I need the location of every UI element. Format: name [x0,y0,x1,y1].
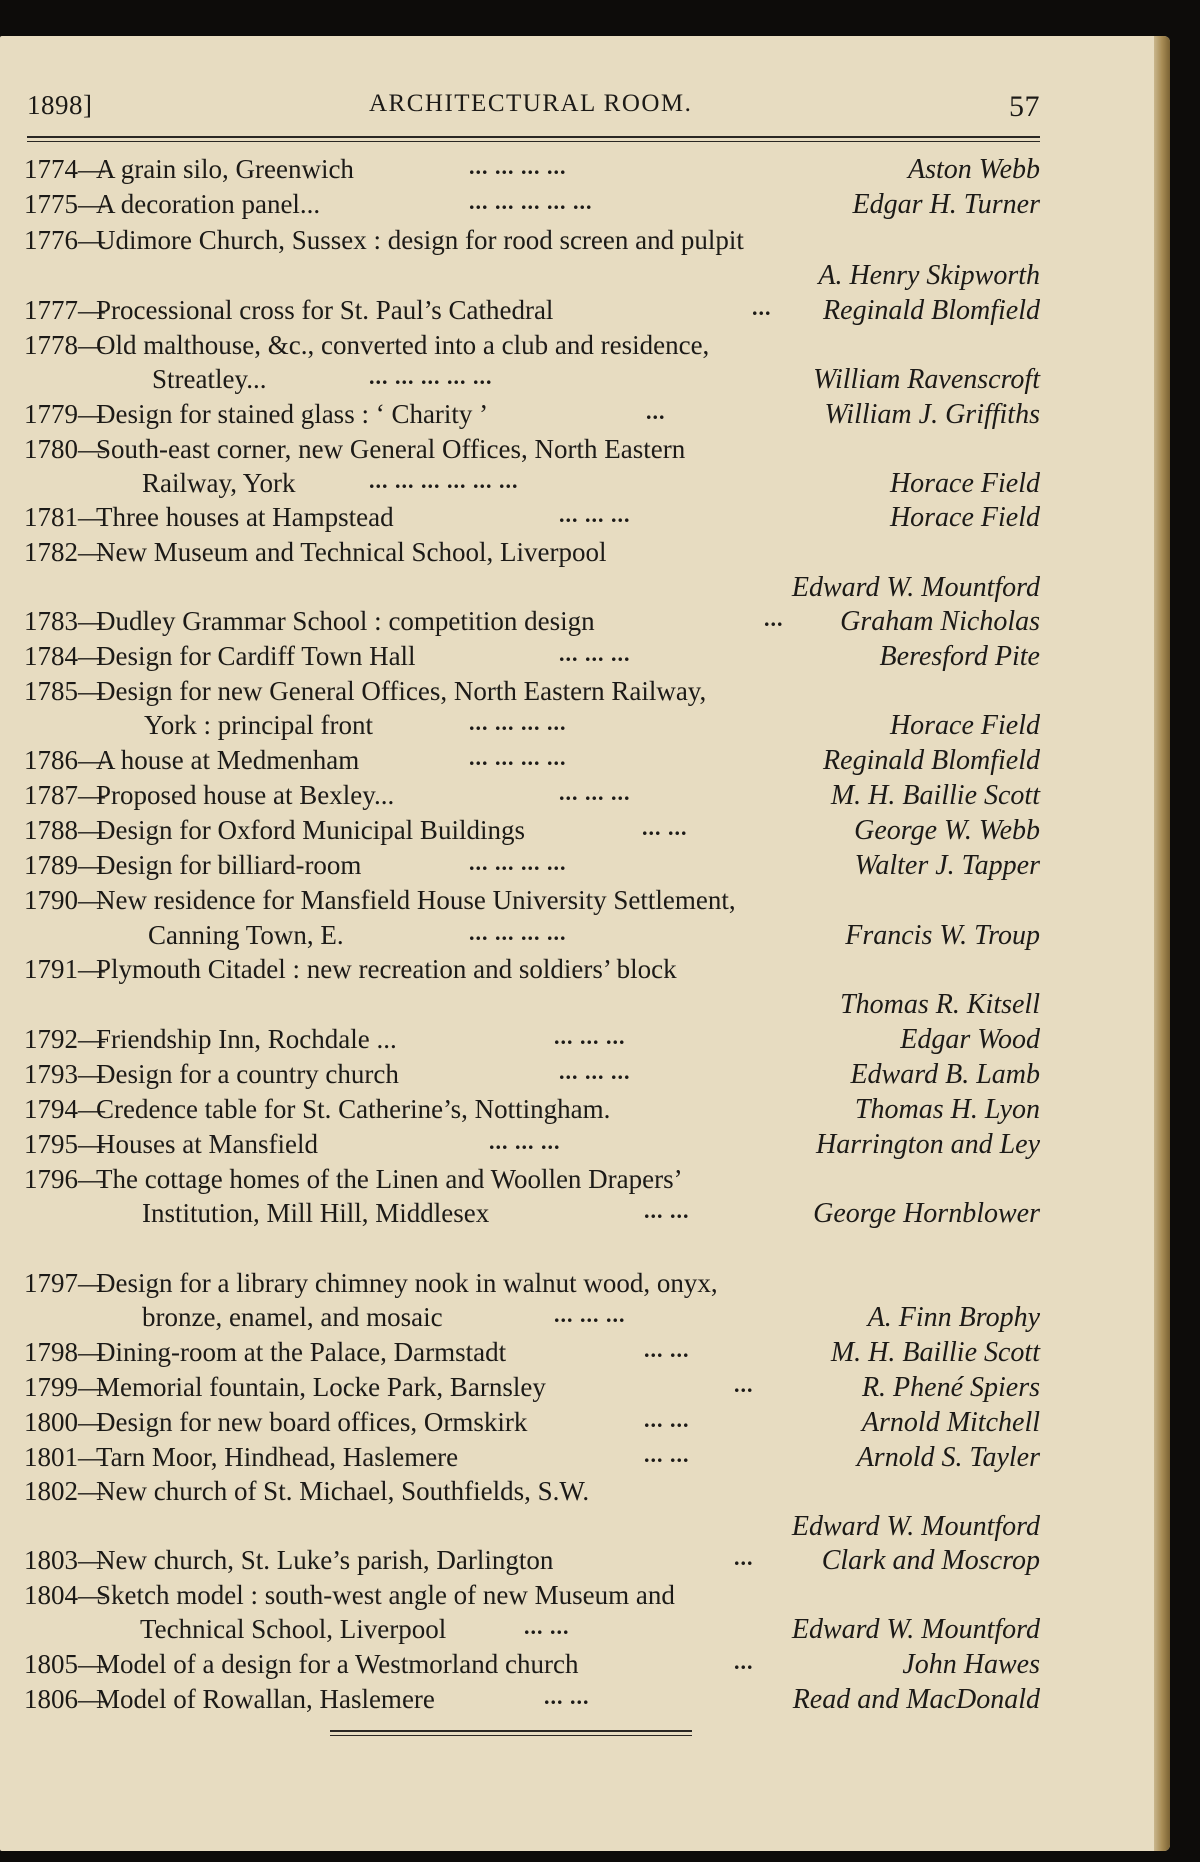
list-item [24,1024,1040,1056]
list-item [24,1164,1040,1196]
architect-name: Aston Webb [908,154,1040,185]
list-item [24,815,1040,847]
list-item [24,537,1040,569]
exhibit-title: Memorial fountain, Locke Park, Barnsley [96,1372,546,1402]
architect-name: Reginald Blomfield [823,295,1040,326]
leader-dots: ... [734,1545,754,1570]
header-year: 1898] [27,90,93,120]
exhibit-number: 1781— [24,502,105,532]
exhibit-title: Model of a design for a Westmorland church [96,1649,579,1679]
exhibit-title: Three houses at Hampstead [96,502,394,532]
book-page [0,36,1170,1851]
running-header [27,90,1040,130]
leader-dots: ... ... ... [559,780,631,805]
leader-dots: ... [734,1372,754,1397]
leader-dots: ... ... ... ... [469,154,567,179]
page-number: 57 [1009,90,1040,123]
architect-name: Thomas R. Kitsell [840,989,1040,1020]
architect-name: R. Phené Spiers [861,1372,1040,1403]
leader-dots: ... ... ... ... [469,850,567,875]
leader-dots: ... ... [642,815,688,840]
leader-dots: ... ... [644,1442,690,1467]
exhibit-title-continued: Streatley... [152,364,267,394]
list-item [24,1337,1040,1369]
architect-name: John Hawes [902,1649,1040,1680]
exhibit-number: 1783— [24,606,105,636]
exhibit-title: The cottage homes of the Linen and Woollen Drapers’ [96,1164,683,1194]
exhibit-title: A decoration panel... [96,189,321,219]
exhibit-number: 1802— [24,1476,105,1506]
architect-name: Horace Field [889,502,1040,533]
exhibit-number: 1788— [24,815,105,845]
list-item-continued [24,572,1040,604]
architect-name: Walter J. Tapper [854,850,1040,881]
architect-name: Read and MacDonald [792,1684,1040,1715]
list-item [24,1580,1040,1612]
list-item [24,1649,1040,1681]
exhibit-title: Friendship Inn, Rochdale ... [96,1024,397,1054]
footer-rule [330,1730,692,1732]
exhibit-number: 1791— [24,954,105,984]
exhibit-number: 1798— [24,1337,105,1367]
list-item-continued [24,1614,1040,1646]
leader-dots: ... ... [644,1198,690,1223]
exhibit-title: Tarn Moor, Hindhead, Haslemere [96,1442,459,1472]
leader-dots: ... ... ... ... ... [369,364,493,389]
architect-name: Reginald Blomfield [823,745,1040,776]
leader-dots: ... ... [644,1337,690,1362]
exhibit-number: 1805— [24,1649,105,1679]
exhibit-title: Credence table for St. Catherine’s, Nottingham. [96,1094,611,1124]
list-item-continued [24,1511,1040,1543]
exhibit-number: 1777— [24,295,105,325]
list-item [24,502,1040,534]
exhibit-title: Design for Oxford Municipal Buildings [96,815,525,845]
exhibit-number: 1780— [24,434,105,464]
exhibit-title: South-east corner, new General Offices, North Eastern [96,434,686,464]
exhibit-title: New church of St. Michael, Southfields, S.W. [96,1476,590,1506]
architect-name: Graham Nicholas [840,606,1040,637]
exhibit-number: 1806— [24,1684,105,1714]
exhibit-title: Design for billiard-room [96,850,362,880]
exhibit-title: New Museum and Technical School, Liverpool [96,537,607,567]
list-item [24,676,1040,708]
architect-name: William Ravenscroft [813,364,1040,395]
exhibit-title: New church, St. Luke’s parish, Darlington [96,1545,554,1575]
header-rule-thin [27,141,1040,142]
exhibit-number: 1804— [24,1580,105,1610]
architect-name: Francis W. Troup [845,920,1040,951]
exhibit-number: 1797— [24,1268,105,1298]
exhibit-number: 1794— [24,1094,105,1124]
architect-name: Arnold Mitchell [861,1407,1040,1438]
leader-dots: ... [734,1649,754,1674]
header-rule [27,136,1040,138]
architect-name: Beresford Pite [879,641,1040,672]
exhibit-number: 1786— [24,745,105,775]
list-item [24,606,1040,638]
list-item [24,1407,1040,1439]
architect-name: Horace Field [889,468,1040,499]
architect-name: Arnold S. Tayler [856,1442,1040,1473]
exhibit-title: A grain silo, Greenwich [96,154,354,184]
exhibit-title: A house at Medmenham [96,745,360,775]
leader-dots: ... ... [544,1684,590,1709]
leader-dots: ... ... [524,1614,570,1639]
list-item [24,780,1040,812]
leader-dots: ... ... ... [554,1024,626,1049]
leader-dots: ... ... ... ... [469,710,567,735]
list-item [24,330,1040,362]
exhibit-title: Houses at Mansfield [96,1129,318,1159]
architect-name: A. Henry Skipworth [818,260,1040,291]
list-item-continued [24,1302,1040,1334]
exhibit-number: 1793— [24,1059,105,1089]
list-item-continued [24,1198,1040,1230]
exhibit-title: Dining-room at the Palace, Darmstadt [96,1337,507,1367]
exhibit-title: Sketch model : south-west angle of new Museum and [96,1580,675,1610]
leader-dots: ... ... ... [489,1129,561,1154]
exhibit-title-continued: Technical School, Liverpool [140,1614,447,1644]
exhibit-title: Design for new General Offices, North Eastern Railway, [96,676,707,706]
list-item [24,1059,1040,1091]
list-item-continued [24,260,1040,292]
exhibit-title: Design for a country church [96,1059,399,1089]
list-item [24,954,1040,986]
exhibit-title-continued: Institution, Mill Hill, Middlesex [142,1198,490,1228]
exhibit-number: 1782— [24,537,105,567]
exhibit-title: Plymouth Citadel : new recreation and soldiers’ block [96,954,677,984]
list-item [24,1094,1040,1126]
architect-name: William J. Griffiths [824,399,1040,430]
list-item-continued [24,710,1040,742]
leader-dots: ... [764,606,784,631]
exhibit-title: Dudley Grammar School : competition design [96,606,595,636]
leader-dots: ... ... [644,1407,690,1432]
exhibit-title-continued: Railway, York [142,468,296,498]
header-title: ARCHITECTURAL ROOM. [369,90,693,117]
exhibit-title: Design for Cardiff Town Hall [96,641,416,671]
exhibit-title: Model of Rowallan, Haslemere [96,1684,435,1714]
architect-name: Harrington and Ley [816,1129,1040,1160]
architect-name: M. H. Baillie Scott [830,1337,1040,1368]
architect-name: M. H. Baillie Scott [830,780,1040,811]
exhibit-title: Design for stained glass : ‘ Charity ’ [96,399,489,429]
architect-name: Edward W. Mountford [791,572,1040,603]
exhibit-number: 1796— [24,1164,105,1194]
list-item [24,745,1040,777]
exhibit-number: 1787— [24,780,105,810]
exhibit-title: Design for a library chimney nook in walnut wood, onyx, [96,1268,718,1298]
exhibit-title-continued: bronze, enamel, and mosaic [142,1302,443,1332]
list-item-continued [24,468,1040,500]
list-item [24,189,1040,221]
architect-name: Edgar H. Turner [852,189,1040,220]
exhibit-number: 1785— [24,676,105,706]
leader-dots: ... ... ... [559,502,631,527]
exhibit-number: 1774— [24,154,105,184]
exhibit-number: 1803— [24,1545,105,1575]
exhibit-number: 1795— [24,1129,105,1159]
leader-dots: ... ... ... [554,1302,626,1327]
exhibit-number: 1799— [24,1372,105,1402]
leader-dots: ... ... ... [559,1059,631,1084]
architect-name: Thomas H. Lyon [854,1094,1040,1125]
page-edge [1154,36,1170,1851]
architect-name: Edgar Wood [900,1024,1040,1055]
exhibit-number: 1801— [24,1442,105,1472]
architect-name: George Hornblower [813,1198,1040,1229]
leader-dots: ... ... ... ... [469,745,567,770]
list-item [24,225,1040,257]
architect-name: Edward B. Lamb [850,1059,1040,1090]
architect-name: Edward W. Mountford [791,1511,1040,1542]
leader-dots: ... ... ... ... ... [469,189,593,214]
list-item [24,295,1040,327]
list-item [24,1476,1040,1508]
footer-rule-thin [330,1735,692,1736]
list-item-continued [24,989,1040,1021]
list-item [24,434,1040,466]
exhibit-title: Udimore Church, Sussex : design for rood screen and pulpit [96,225,744,255]
list-item [24,399,1040,431]
list-item [24,885,1040,917]
architect-name: Clark and Moscrop [821,1545,1040,1576]
list-item [24,1372,1040,1404]
exhibit-title-continued: York : principal front [144,710,373,740]
exhibit-title: Design for new board offices, Ormskirk [96,1407,528,1437]
leader-dots: ... [646,399,666,424]
exhibit-number: 1776— [24,225,105,255]
exhibit-title: Processional cross for St. Paul’s Cathedral [96,295,554,325]
architect-name: Edward W. Mountford [791,1614,1040,1645]
architect-name: Horace Field [889,710,1040,741]
list-item [24,1545,1040,1577]
leader-dots: ... ... ... ... ... ... [369,468,519,493]
exhibit-number: 1775— [24,189,105,219]
leader-dots: ... ... ... ... [469,920,567,945]
exhibit-number: 1790— [24,885,105,915]
exhibit-number: 1778— [24,330,105,360]
architect-name: George W. Webb [854,815,1040,846]
list-item-continued [24,920,1040,952]
list-item [24,154,1040,186]
exhibit-number: 1789— [24,850,105,880]
list-item [24,850,1040,882]
exhibit-number: 1792— [24,1024,105,1054]
exhibit-title: Proposed house at Bexley... [96,780,395,810]
list-item [24,641,1040,673]
exhibit-title: New residence for Mansfield House University Settlement, [96,885,736,915]
leader-dots: ... ... ... [559,641,631,666]
list-item-continued [24,364,1040,396]
exhibit-number: 1800— [24,1407,105,1437]
leader-dots: ... [752,295,772,320]
list-item [24,1268,1040,1300]
list-item [24,1129,1040,1161]
list-item [24,1684,1040,1716]
exhibit-number: 1779— [24,399,105,429]
exhibit-number: 1784— [24,641,105,671]
exhibit-title-continued: Canning Town, E. [148,920,344,950]
list-item [24,1442,1040,1474]
exhibit-title: Old malthouse, &c., converted into a club and residence, [96,330,710,360]
architect-name: A. Finn Brophy [867,1302,1040,1333]
